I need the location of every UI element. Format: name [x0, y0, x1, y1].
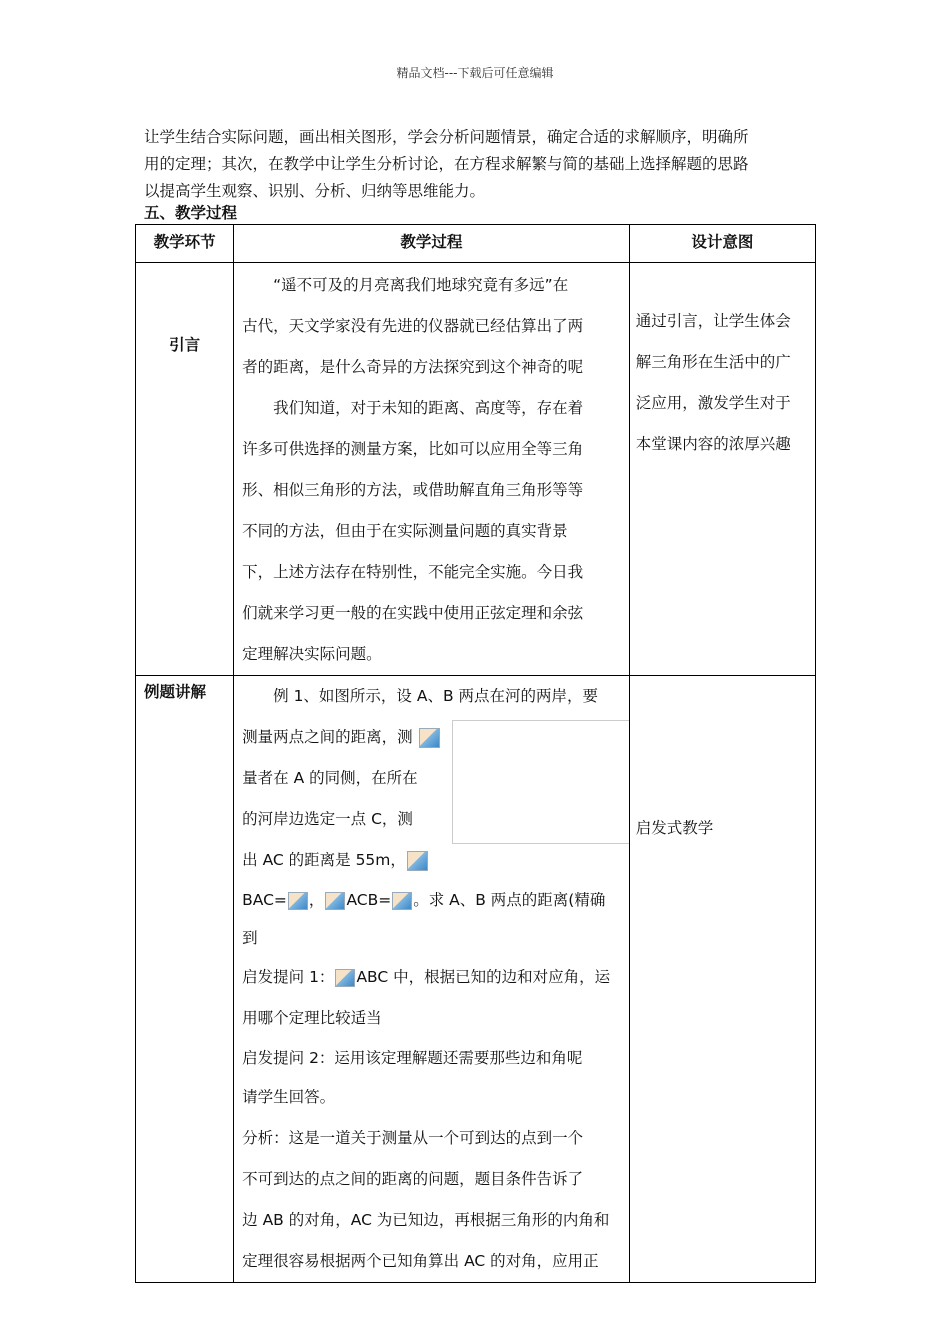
- intro-line: 让学生结合实际问题，画出相关图形，学会分析问题情景，确定合适的求解顺序，明确所: [144, 128, 749, 146]
- broken-image-icon: [392, 892, 412, 910]
- text-line: ABC 中，根据已知的边和对应角，运: [356, 968, 611, 986]
- text-line: 。求 A、B 两点的距离(精确到: [242, 891, 606, 947]
- text-line: 通过引言，让学生体会: [635, 312, 791, 330]
- text-line: 泛应用，激发学生对于: [635, 394, 791, 412]
- process-example: [234, 676, 630, 1283]
- header-process: 教学过程: [234, 225, 630, 263]
- text-line: 启发提问 2：运用该定理解题还需要那些边和角呢: [242, 1049, 583, 1067]
- intro-paragraph: [144, 124, 820, 205]
- broken-image-icon: [335, 969, 355, 987]
- broken-image-icon: [288, 892, 308, 910]
- text-line: 解三角形在生活中的广: [635, 353, 791, 371]
- header-intent: 设计意图: [629, 225, 815, 263]
- text-line: 用哪个定理比较适当: [242, 1009, 382, 1027]
- text-line: 出 AC 的距离是 55m，: [242, 851, 406, 869]
- text-line: 不可到达的点之间的距离的问题，题目条件告诉了: [242, 1170, 584, 1188]
- intro-line: 以提高学生观察、识别、分析、归纳等思维能力。: [144, 182, 486, 200]
- text-line: 形、相似三角形的方法，或借助解直角三角形等等: [242, 481, 584, 499]
- table-header-row: [136, 225, 816, 263]
- broken-image-icon: [407, 851, 428, 871]
- text-line: ACB=: [346, 891, 392, 909]
- text-line: “遥不可及的月亮离我们地球究竟有多远”在: [273, 276, 569, 294]
- text-line: 下，上述方法存在特别性，不能完全实施。今日我: [242, 563, 584, 581]
- text-line: 本堂课内容的浓厚兴趣: [635, 435, 791, 453]
- text-line: ，: [308, 891, 325, 909]
- text-line: 我们知道，对于未知的距离、高度等，存在着: [273, 399, 584, 417]
- text-line: 许多可供选择的测量方案，比如可以应用全等三角: [242, 440, 584, 458]
- stage-example: 例题讲解: [136, 676, 234, 1283]
- text-line: 分析：这是一道关于测量从一个可到达的点到一个: [242, 1129, 584, 1147]
- process-intro: [234, 263, 630, 676]
- page-header: 精品文档---下载后可任意编辑: [396, 66, 554, 80]
- text-line: 测量两点之间的距离，测: [242, 728, 413, 746]
- header-stage: 教学环节: [136, 225, 234, 263]
- text-line: 定理解决实际问题。: [242, 645, 382, 663]
- text-line: 量者在 A 的同侧，在所在: [242, 769, 418, 787]
- intro-line: 用的定理；其次，在教学中让学生分析讨论，在方程求解繁与简的基础上选择解题的思路: [144, 155, 749, 173]
- stage-intro: 引言: [136, 263, 234, 676]
- intent-example: 启发式教学: [629, 676, 815, 1283]
- figure-frame: [452, 720, 629, 844]
- text-line: 边 AB 的对角，AC 为已知边，再根据三角形的内角和: [242, 1211, 610, 1229]
- text-line: 古代，天文学家没有先进的仪器就已经估算出了两: [242, 317, 584, 335]
- text-line: 例 1、如图所示，设 A、B 两点在河的两岸，要: [273, 687, 599, 705]
- text-line: 们就来学习更一般的在实践中使用正弦定理和余弦: [242, 604, 584, 622]
- text-line: 的河岸边选定一点 C，测: [242, 810, 413, 828]
- text-line: 不同的方法，但由于在实际测量问题的真实背景: [242, 522, 568, 540]
- broken-image-icon: [325, 892, 345, 910]
- text-line: 定理很容易根据两个已知角算出 AC 的对角，应用正: [242, 1252, 599, 1270]
- text-line: 者的距离，是什么奇异的方法探究到这个神奇的呢: [242, 358, 584, 376]
- text-line: 启发提问 1：: [242, 968, 335, 986]
- table-row: [136, 263, 816, 676]
- text-line: BAC=: [242, 891, 287, 909]
- intent-intro: [629, 263, 815, 676]
- text-line: 请学生回答。: [242, 1088, 336, 1106]
- broken-image-icon: [419, 728, 440, 748]
- section-title: 五、教学过程: [144, 204, 238, 222]
- lesson-table: [135, 224, 816, 1283]
- table-row: [136, 676, 816, 1283]
